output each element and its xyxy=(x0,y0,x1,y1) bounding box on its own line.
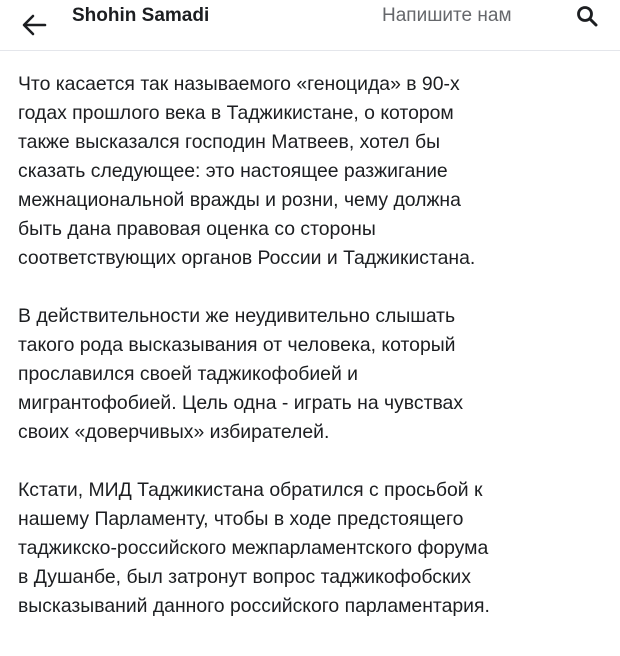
search-button[interactable] xyxy=(572,2,602,30)
search-icon xyxy=(576,5,598,27)
post-paragraph: Кстати, МИД Таджикистана обратился с просьбой к нашему Парламенту, чтобы в ходе предстоящего таджикско-российского межпарламентского форума в Душанбе, был затронут вопрос таджикофобских высказываний данного российского парламентария. xyxy=(18,479,490,617)
top-bar xyxy=(0,0,620,51)
page-title[interactable]: Shohin Samadi xyxy=(72,5,210,26)
post-text xyxy=(18,70,614,650)
post-paragraph: В действительности же неудивительно слышать такого рода высказывания от человека, который прославился своей таджикофобией и мигрантофобией. Цель одна - играть на чувствах своих «доверчивых» избирателей. xyxy=(18,305,464,443)
post-paragraph: Что касается так называемого «геноцида» в 90-х годах прошлого века в Таджикистане, о котором также высказался господин Матвеев, хотел бы сказать следующее: это настоящее разжигание межнациональной вражды и розни, чему должна быть дана правовая оценка со стороны соответствующих органов России и Таджикистана. xyxy=(18,73,476,269)
back-button[interactable] xyxy=(14,6,54,44)
message-us-button[interactable]: Напишите нам xyxy=(382,5,512,26)
arrow-left-icon xyxy=(21,14,47,36)
